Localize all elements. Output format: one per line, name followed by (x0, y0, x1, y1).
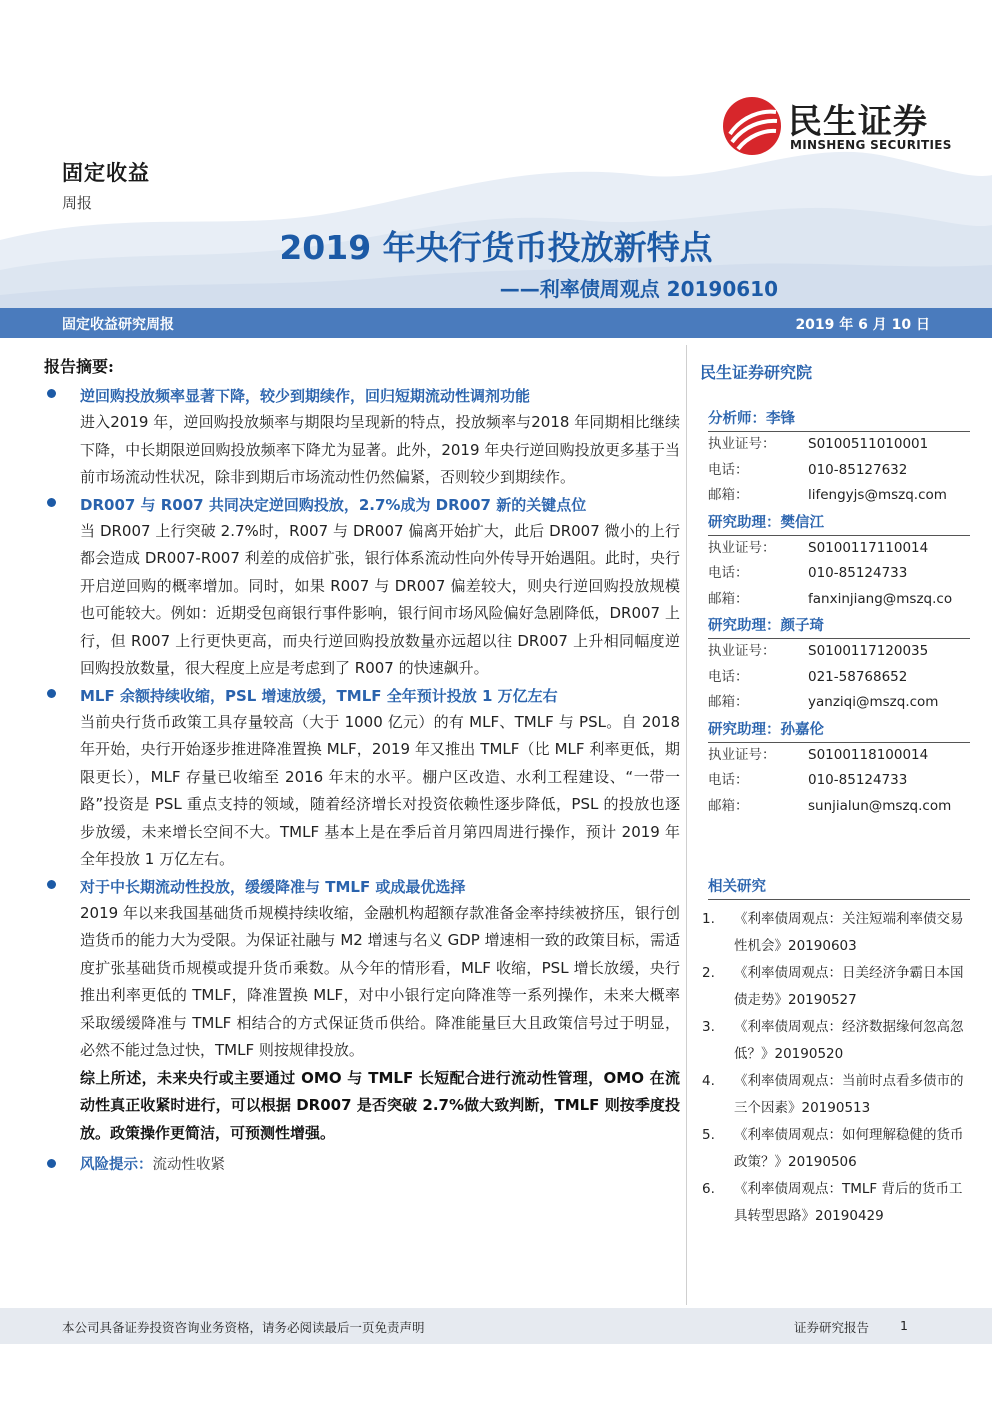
risk-label: 风险提示： (80, 1157, 153, 1173)
related-index: 6. (702, 1181, 715, 1197)
logo-emblem-icon (722, 96, 782, 156)
report-title: 2019 年央行货币投放新特点 (279, 228, 713, 267)
analyst-email[interactable]: sunjialun@mszq.com (808, 797, 952, 814)
summary-bullet (44, 683, 680, 874)
header-bar-label: 固定收益研究周报 (62, 317, 174, 333)
bullet-icon (47, 498, 56, 507)
analyst-row (700, 536, 970, 562)
report-category: 固定收益 (62, 160, 150, 185)
analyst-field-value: S0100117120035 (808, 643, 929, 659)
related-title: 《利率债周观点：如何理解稳健的货币政策？》20190506 (734, 1127, 964, 1170)
page-footer (0, 1308, 992, 1344)
bullet-heading: 逆回购投放频率显著下降，较少到期续作，回归短期流动性调剂功能 (80, 387, 531, 405)
analyst-row (700, 639, 970, 665)
related-index: 3. (702, 1019, 715, 1035)
related-report-link[interactable] (700, 1068, 970, 1122)
related-title: 《利率债周观点：关注短端利率债交易性机会》20190603 (734, 911, 964, 954)
analyst-field-label: 邮箱： (708, 694, 749, 710)
logo-chinese-name: 民生证券 (788, 102, 928, 142)
related-index: 5. (702, 1127, 715, 1143)
analyst-row (700, 743, 970, 769)
analyst-row (700, 690, 970, 716)
related-index: 1. (702, 911, 715, 927)
disclaimer-notice: 本公司具备证券投资咨询业务资格，请务必阅读最后一页免责声明 (62, 1320, 425, 1335)
analyst-field-label: 邮箱： (708, 590, 749, 607)
analyst-field-value: 010-85124733 (808, 772, 908, 788)
logo-english-name: MINSHENG SECURITIES (790, 138, 952, 152)
bullet-body: 当前央行货币政策工具存量较高（大于 1000 亿元）的有 MLF、TMLF 与 PSL。自 2018 年开始，央行开始逐步推进降准置换 MLF，2019 年又推出 TMLF（比 MLF 利率更低，期限更长），MLF 存量已收缩至 2016 年末的水平。棚户区改造、水利工程建设、“一带一路”投资是 PSL 重点支持的领域，随着经济增长对投资依赖性逐步降低，PSL 的投放也逐步放缓，未来增长空间不大。TMLF 基本上是在季后首月第四周进行操作，预计 2019 年全年投放 1 万亿左右。 (80, 712, 680, 868)
analyst-field-value: S0100117110014 (808, 539, 929, 556)
analyst-card (700, 407, 970, 509)
related-report-link[interactable] (700, 1014, 970, 1068)
sidebar (700, 360, 970, 1230)
related-report-link[interactable] (700, 1176, 970, 1230)
summary-bullet (44, 383, 680, 492)
analyst-row (700, 794, 970, 820)
conclusion-text: 综上所述，未来央行或主要通过 OMO 与 TMLF 长短配合进行流动性管理，OMO 在流动性真正收紧时进行，可以根据 DR007 是否突破 2.7%做大致判断，TMLF 则按季度投放。政策操作更简洁，可预测性增强。 (80, 1068, 680, 1142)
report-subtitle: ——利率债周观点 20190610 (499, 277, 778, 301)
analyst-field-label: 电话： (708, 461, 749, 478)
analyst-field-value: S0100511010001 (808, 436, 929, 452)
analyst-row (700, 483, 970, 509)
analyst-name: 分析师：李锋 (708, 411, 795, 427)
research-institute: 民生证券研究院 (700, 363, 813, 382)
analyst-row (700, 768, 970, 794)
analyst-row (700, 665, 970, 691)
analyst-field-label: 电话： (708, 668, 749, 685)
bullet-heading: DR007 与 R007 共同决定逆回购投放，2.7%成为 DR007 新的关键点位 (80, 495, 587, 514)
related-divider (708, 899, 970, 900)
analyst-field-value: 010-85127632 (808, 461, 908, 478)
analyst-card (700, 511, 970, 613)
bullet-body: 当 DR007 上行突破 2.7%时，R007 与 DR007 偏离开始扩大，此后 DR007 微小的上行都会造成 DR007-R007 利差的成倍扩张，银行体系流动性向外传导开始遇阻。此时，央行开启逆回购的概率增加。同时，如果 R007 与 DR007 偏差较大，则央行逆回购投放规模也可能较大。例如：近期受包商银行事件影响，银行间市场风险偏好急剧降低，DR007 上行，但 R007 上行更快更高，而央行逆回购投放数量亦远超以往 DR007 上升相同幅度逆回购投放数量，很大程度上应是考虑到了 R007 的快速飙升。 (80, 521, 680, 677)
analyst-field-value: 021-58768652 (808, 668, 908, 685)
analyst-card (700, 718, 970, 820)
analyst-row (700, 432, 970, 458)
analyst-card (700, 614, 970, 716)
analyst-email[interactable]: fanxinjiang@mszq.co (808, 590, 953, 607)
summary-bullet (44, 874, 680, 1148)
company-logo (722, 94, 952, 156)
analyst-field-label: 邮箱： (708, 487, 749, 503)
analyst-field-label: 电话： (708, 565, 749, 581)
bullet-heading: MLF 余额持续收缩，PSL 增速放缓，TMLF 全年预计投放 1 万亿左右 (80, 686, 558, 705)
related-title: 《利率债周观点：TMLF 背后的货币工具转型思路》20190429 (734, 1181, 963, 1224)
analyst-row (700, 561, 970, 587)
analyst-name: 研究助理：颜子琦 (708, 618, 824, 634)
bullet-icon (47, 389, 56, 398)
analyst-field-value: S0100118100014 (808, 746, 929, 763)
report-type: 周报 (62, 194, 93, 212)
bullet-icon (47, 1159, 56, 1168)
related-title: 《利率债周观点：日美经济争霸日本国债走势》20190527 (734, 965, 964, 1008)
summary-bullet (44, 492, 680, 683)
related-title: 《利率债周观点：当前时点看多债市的三个因素》20190513 (734, 1073, 964, 1116)
bullet-icon (47, 689, 56, 698)
analyst-field-label: 执业证号： (708, 539, 776, 556)
analyst-field-label: 电话： (708, 772, 749, 788)
analyst-name: 研究助理：樊信江 (708, 514, 824, 531)
related-title: 《利率债周观点：经济数据缘何忽高忽低？》20190520 (734, 1019, 964, 1062)
bullet-heading: 对于中长期流动性投放，缓缓降准与 TMLF 或成最优选择 (80, 877, 466, 896)
analyst-name: 研究助理：孙嘉伦 (708, 721, 824, 738)
related-research-heading: 相关研究 (708, 879, 766, 895)
related-report-link[interactable] (700, 960, 970, 1014)
analyst-field-label: 邮箱： (708, 797, 749, 814)
related-report-link[interactable] (700, 1122, 970, 1176)
footer-report-type: 证券研究报告 (794, 1320, 870, 1335)
analyst-field-label: 执业证号： (708, 746, 776, 763)
header-bar (0, 308, 992, 338)
column-divider (686, 345, 687, 1305)
bullet-body: 进入2019 年，逆回购投放频率与期限均呈现新的特点，投放频率与2018 年同期相比继续下降，中长期限逆回购投放频率下降尤为显著。此外，2019 年央行逆回购投放更多基于当前市场流动性状况，除非到期后市场流动性仍然偏紧，否则较少到期续作。 (80, 413, 680, 486)
report-date: 2019 年 6 月 10 日 (795, 317, 930, 333)
analyst-field-value: 010-85124733 (808, 565, 908, 581)
summary-section (44, 354, 680, 1174)
analyst-field-label: 执业证号： (708, 436, 776, 452)
related-index: 4. (702, 1073, 715, 1089)
risk-warning (44, 1153, 680, 1174)
analyst-email[interactable]: yanziqi@mszq.com (808, 694, 939, 710)
analyst-email[interactable]: lifengyjs@mszq.com (808, 487, 947, 503)
analyst-field-label: 执业证号： (708, 643, 776, 659)
analyst-row (700, 587, 970, 613)
bullet-body: 2019 年以来我国基础货币规模持续收缩，金融机构超额存款准备金率持续被挤压，银行创造货币的能力大为受限。为保证社融与 M2 增速与名义 GDP 增速相一致的政策目标，需适度扩张基础货币规模或提升货币乘数。从今年的情形看，MLF 收缩，PSL 增长放缓，央行推出利率更低的 TMLF，降准置换 MLF，对中小银行定向降准等一系列操作，未来大概率采取缓缓降准与 TMLF 相结合的方式保证货币供给。降准能量巨大且政策信号过于明显，必然不能过急过快，TMLF 则按规律投放。 (80, 903, 680, 1059)
related-report-link[interactable] (700, 906, 970, 960)
risk-text: 流动性收紧 (152, 1157, 225, 1173)
page-number: 1 (900, 1318, 908, 1333)
analyst-row (700, 458, 970, 484)
summary-heading: 报告摘要: (44, 357, 114, 376)
bullet-icon (47, 880, 56, 889)
related-index: 2. (702, 965, 715, 981)
